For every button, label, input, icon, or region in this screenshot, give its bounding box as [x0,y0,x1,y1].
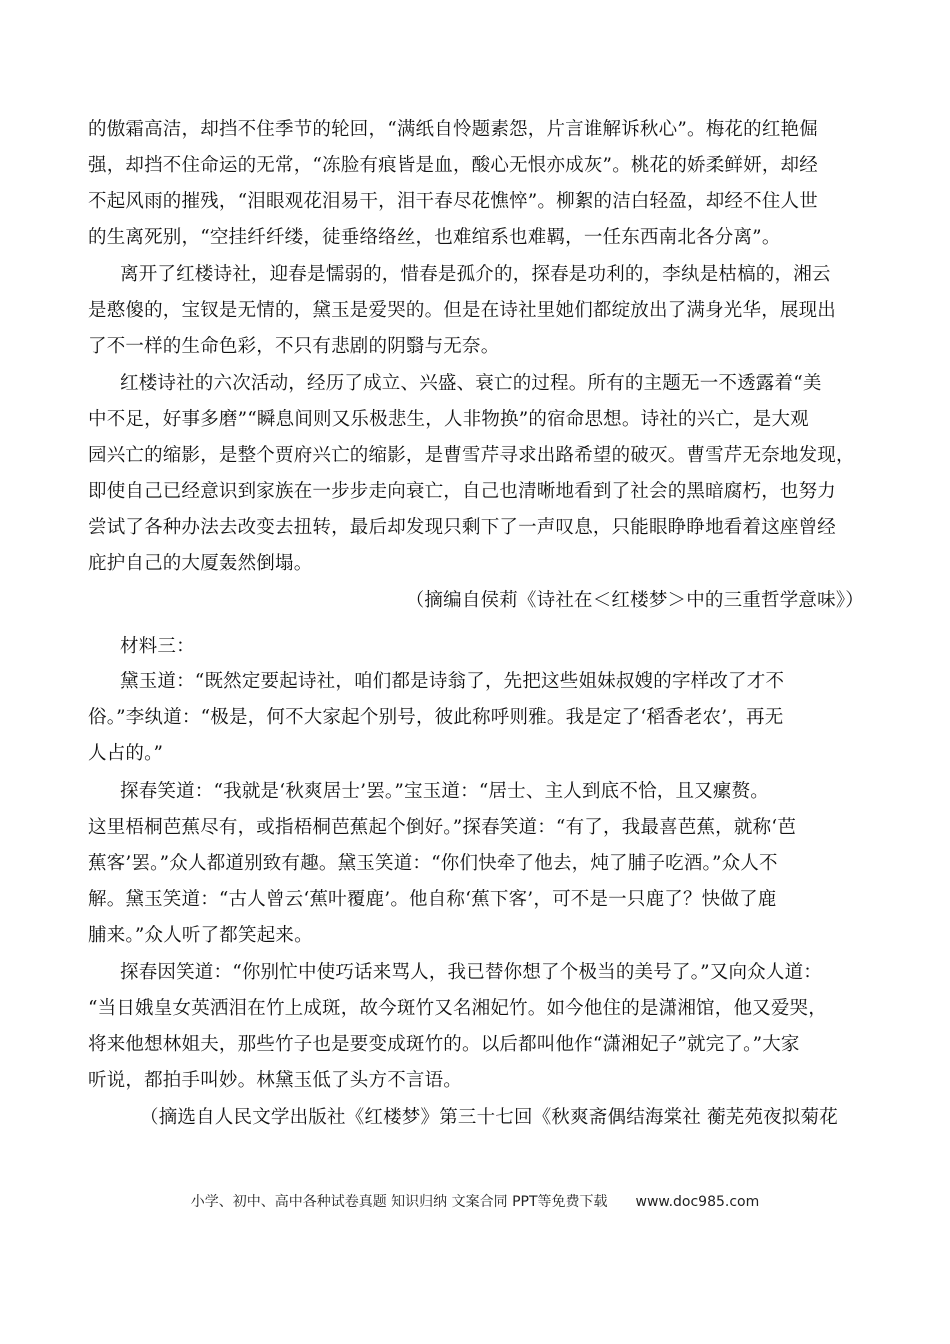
paragraph-line: 庇护自己的大厦轰然倒塌。 [88,553,313,574]
paragraph-line: 了不一样的生命色彩，不只有悲剧的阴翳与无奈。 [88,336,500,357]
paragraph-line: 脯来。”众人听了都笑起来。 [88,925,313,946]
source-citation: （摘编自侯莉《诗社在＜红楼梦＞中的三重哲学意味》） [405,590,864,611]
paragraph-line: 探春笑道：“我就是‘秋爽居士’罢。”宝玉道：“居士、主人到底不恰，且又瘰赘。 [120,781,769,802]
paragraph-line: 听说，都拍手叫妙。林黛玉低了头方不言语。 [88,1070,463,1091]
paragraph-line: “当日娥皇女英洒泪在竹上成斑，故今斑竹又名湘妃竹。如今他住的是潇湘馆，他又爱哭， [88,998,827,1019]
page-footer [0,1192,950,1212]
paragraph-line: 尝试了各种办法去改变去扭转，最后却发现只剩下了一声叹息，只能眼睁睁地看着这座曾经 [88,517,837,538]
paragraph-line: 探春因笑道：“你别忙中使巧话来骂人，我已替你想了个极当的美号了。”又向众人道： [120,962,822,983]
section-heading: 材料三： [120,636,195,657]
paragraph-line: 解。黛玉笑道：“古人曾云‘蕉叶覆鹿’。他自称‘蕉下客’，可不是一只鹿了？快做了鹿 [88,889,777,910]
paragraph-line: 俗。”李纨道：“极是，何不大家起个别号，彼此称呼则雅。我是定了‘稻香老农’，再无 [88,707,784,728]
paragraph-line: 不起风雨的摧残，“泪眼观花泪易干，泪干春尽花憔悴”。柳絮的洁白轻盈，却经不住人世 [88,191,818,212]
footer-link[interactable]: www.doc985.com [635,1194,760,1210]
paragraph-line: 的傲霜高洁，却挡不住季节的轮回，“满纸自怜题素怨，片言谁解诉秋心”。梅花的红艳倔 [88,119,818,140]
paragraph-line: 即使自己已经意识到家族在一步步走向衰亡，自己也清晰地看到了社会的黑暗腐朽，也努力 [88,481,837,502]
paragraph-line: 这里梧桐芭蕉尽有，或指梧桐芭蕉起个倒好。”探春笑道：“有了，我最喜芭蕉，就称‘芭 [88,817,797,838]
footer-text: 小学、初中、高中各种试卷真题 知识归纳 文案合同 PPT等免费下载 [190,1194,608,1210]
paragraph-line: 的生离死别，“空挂纤纤缕，徒垂络络丝，也难绾系也难羁，一任东西南北各分离”。 [88,227,781,248]
source-citation: （摘选自人民文学出版社《红楼梦》第三十七回《秋爽斋偶结海棠社 蘅芜苑夜拟菊花 [140,1107,838,1128]
paragraph-line: 将来他想林姐夫，那些竹子也是要变成斑竹的。以后都叫他作“潇湘妃子”就完了。”大家 [88,1034,800,1055]
paragraph-line: 园兴亡的缩影，是整个贾府兴亡的缩影，是曹雪芹寻求出路希望的破灭。曹雪芹无奈地发现， [88,445,855,466]
paragraph-line: 是憨傻的，宝钗是无情的，黛玉是爱哭的。但是在诗社里她们都绽放出了满身光华，展现出 [88,300,837,321]
paragraph-line: 蕉客’罢。”众人都道别致有趣。黛玉笑道：“你们快牵了他去，炖了脯子吃酒。”众人不 [88,853,778,874]
paragraph-line: 中不足，好事多磨”“瞬息间则又乐极悲生，人非物换”的宿命思想。诗社的兴亡，是大观 [88,409,809,430]
paragraph-line: 离开了红楼诗社，迎春是懦弱的，惜春是孤介的，探春是功利的，李纨是枯槁的，湘云 [120,264,831,285]
paragraph-line: 强，却挡不住命运的无常，“冻脸有痕皆是血，酸心无恨亦成灰”。桃花的娇柔鲜妍，却经 [88,155,818,176]
paragraph-line: 红楼诗社的六次活动，经历了成立、兴盛、衰亡的过程。所有的主题无一不透露着“美 [120,373,822,394]
paragraph-line: 黛玉道：“既然定要起诗社，咱们都是诗翁了，先把这些姐妹叔嫂的字样改了才不 [120,671,785,692]
paragraph-line: 人占的。” [88,743,164,764]
